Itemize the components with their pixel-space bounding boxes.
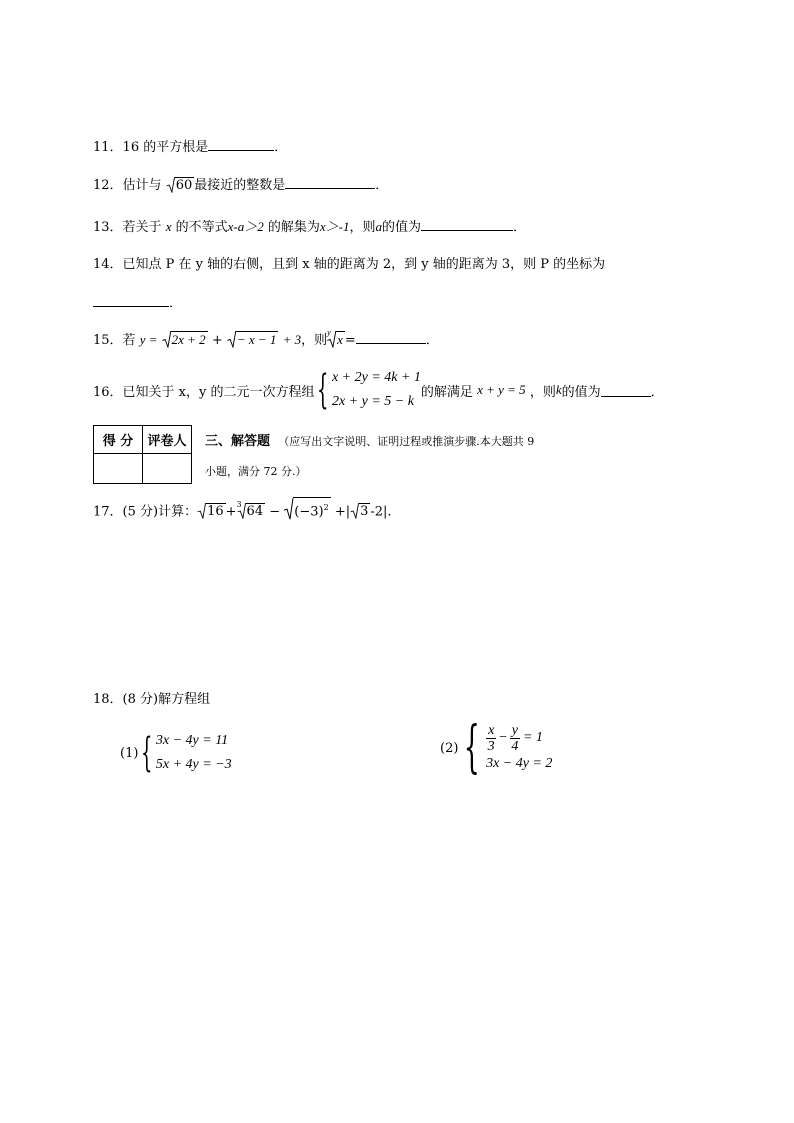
radical-icon xyxy=(227,331,237,348)
question-14: 14．已知点 P 在 y 轴的右侧，且到 x 轴的距离为 2，到 y 轴的距离为 3，则 P 的坐标为 xyxy=(93,257,606,272)
q18-part-2: (2) { $\frac{x}{3}$ − $\frac{y}{4}$ = 1 3x − 4y = 2 xyxy=(440,715,553,780)
section-3-header: 三、解答题 （应写出文字说明、证明过程或推演步骤.本大题共 9 xyxy=(205,434,535,449)
score-table xyxy=(93,425,192,484)
answer-blank[interactable] xyxy=(421,218,513,231)
brace-icon: { xyxy=(141,730,153,776)
grader-header: 评卷人 xyxy=(143,426,192,454)
question-16: 16．已知关于 x，y 的二元一次方程组 { x + 2y = 4k + 1 2x + y = 5 − k 的解满足 x + y = 5 ，则 k 的值为 ． xyxy=(93,367,664,413)
sqrt-neg-x-minus-1: − x − 1 xyxy=(227,331,279,348)
q11-text: 11．16 的平方根是 xyxy=(93,140,209,155)
q18-part-1: (1) { 3x − 4y = 11 5x + 4y = −3 xyxy=(120,730,232,776)
radical-icon xyxy=(162,331,172,348)
equation-system: { x + 2y = 4k + 1 2x + y = 5 − k xyxy=(317,367,421,413)
nth-root-x: y x xyxy=(327,328,343,347)
radical-icon xyxy=(350,503,360,519)
sqrt-60: 60 xyxy=(166,177,195,193)
score-header: 得 分 xyxy=(94,426,143,454)
question-14-answer-line: ． xyxy=(93,292,182,311)
sqrt-16: 16 xyxy=(197,503,226,519)
radical-icon xyxy=(327,331,337,348)
equation-system: { $\frac{x}{3}$ − $\frac{y}{4}$ = 1 3x − 4y = 2 xyxy=(464,715,553,780)
grader-cell[interactable] xyxy=(143,454,192,484)
cube-root-64: 3 64 xyxy=(236,500,264,520)
answer-blank[interactable] xyxy=(208,138,274,151)
sqrt-3: 3 xyxy=(350,503,370,519)
brace-icon: { xyxy=(317,367,329,413)
question-11: 11．16 的平方根是 ． xyxy=(93,140,288,155)
equation-system: { 3x − 4y = 11 5x + 4y = −3 xyxy=(141,730,232,776)
sqrt-2x-plus-2: 2x + 2 xyxy=(162,331,208,348)
score-cell[interactable] xyxy=(94,454,143,484)
answer-blank[interactable] xyxy=(285,176,375,189)
question-18-title: 18．(8 分)解方程组 xyxy=(93,692,211,707)
answer-blank[interactable] xyxy=(93,294,169,307)
question-13: 13．若关于 x 的不等式x-a＞2 的解集为x＞-1，则a的值为 ． xyxy=(93,219,527,235)
question-17: 17．(5 分)计算： 16 + 3 64 − $(-3)^2$ +| 3 -2|. xyxy=(93,497,392,521)
radical-icon xyxy=(197,503,207,519)
radical-icon xyxy=(284,497,294,521)
sqrt-neg3-squared: $(-3)^2$ xyxy=(284,497,330,521)
brace-icon: { xyxy=(464,715,481,780)
answer-blank[interactable] xyxy=(356,331,426,344)
radical-icon xyxy=(237,503,247,519)
section-3-note-line2: 小题，满分 72 分.） xyxy=(205,465,307,478)
radical-icon xyxy=(166,177,176,193)
answer-blank[interactable] xyxy=(601,384,651,397)
question-15: 15．若 y = 2x + 2 + − x − 1 + 3，则 y x = ． xyxy=(93,328,439,348)
question-12: 12．估计与 60 最接近的整数是 ． xyxy=(93,178,389,193)
